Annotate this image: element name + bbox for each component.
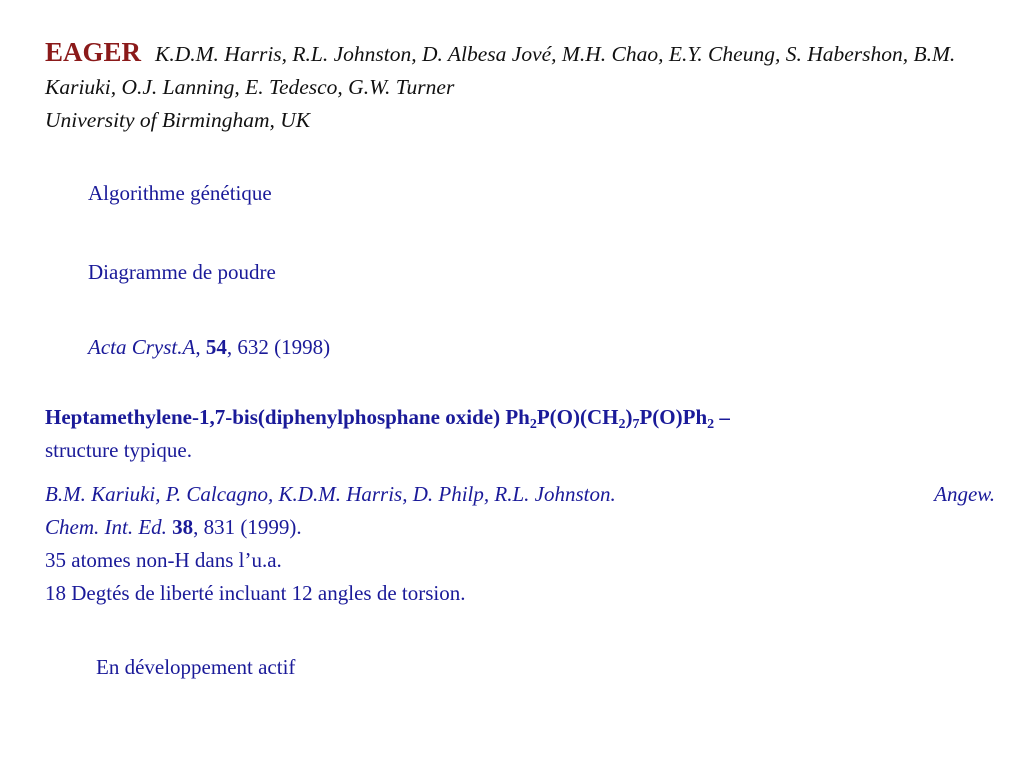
compound-name: Heptamethylene-1,7-bis(diphenylphosphane oxide) xyxy=(45,405,506,429)
citation-pages-year: , 632 (1998) xyxy=(226,335,331,359)
formula-part-2: ) xyxy=(625,405,633,429)
citation-journal: Acta Cryst.A xyxy=(88,335,196,359)
formula-sub-3: 7 xyxy=(632,417,640,432)
reference-journal-part-2: Chem. Int. Ed. xyxy=(45,515,167,539)
program-name: EAGER xyxy=(45,37,142,67)
formula-ph: Ph xyxy=(505,405,530,429)
reference-authors: B.M. Kariuki, P. Calcagno, K.D.M. Harris, D. Philp, R.L. Johnston. xyxy=(45,482,616,506)
reference-block xyxy=(45,478,995,610)
item-citation xyxy=(88,334,330,360)
compound-line xyxy=(45,405,730,432)
affiliation: University of Birmingham, UK xyxy=(45,108,311,132)
reference-journal-part-1: Angew. xyxy=(934,482,995,506)
degrees-of-freedom: 18 Degtés de liberté incluant 12 angles de torsion. xyxy=(45,581,466,605)
slide-title-block xyxy=(45,36,995,137)
reference-volume: 38 xyxy=(172,515,194,539)
structure-description: structure typique. xyxy=(45,438,192,462)
formula-sub-1: 2 xyxy=(529,417,537,432)
author-list: K.D.M. Harris, R.L. Johnston, D. Albesa Jové, M.H. Chao, E.Y. Cheung, S. Habershon, B.M. Kariuki, O.J. Lanning, E. Tedesco, G.W. Turner xyxy=(45,42,956,99)
reference-line-1 xyxy=(45,478,995,511)
citation-separator: , xyxy=(195,335,206,359)
item-powder-diagram: Diagramme de poudre xyxy=(88,260,276,284)
formula-sub-2: 2 xyxy=(618,417,626,432)
formula-part-3: P(O)Ph xyxy=(639,405,708,429)
formula-sub-4: 2 xyxy=(707,417,715,432)
reference-line-2 xyxy=(45,511,995,544)
example-heading xyxy=(45,401,1005,467)
formula-dash: – xyxy=(714,405,730,429)
citation-volume: 54 xyxy=(205,335,227,359)
item-development-status: En développement actif xyxy=(96,655,296,679)
atom-count: 35 atomes non-H dans l’u.a. xyxy=(45,548,282,572)
formula-part-1: P(O)(CH xyxy=(536,405,619,429)
reference-pages-year: , 831 (1999). xyxy=(193,515,302,539)
item-genetic-algorithm: Algorithme génétique xyxy=(88,181,272,205)
